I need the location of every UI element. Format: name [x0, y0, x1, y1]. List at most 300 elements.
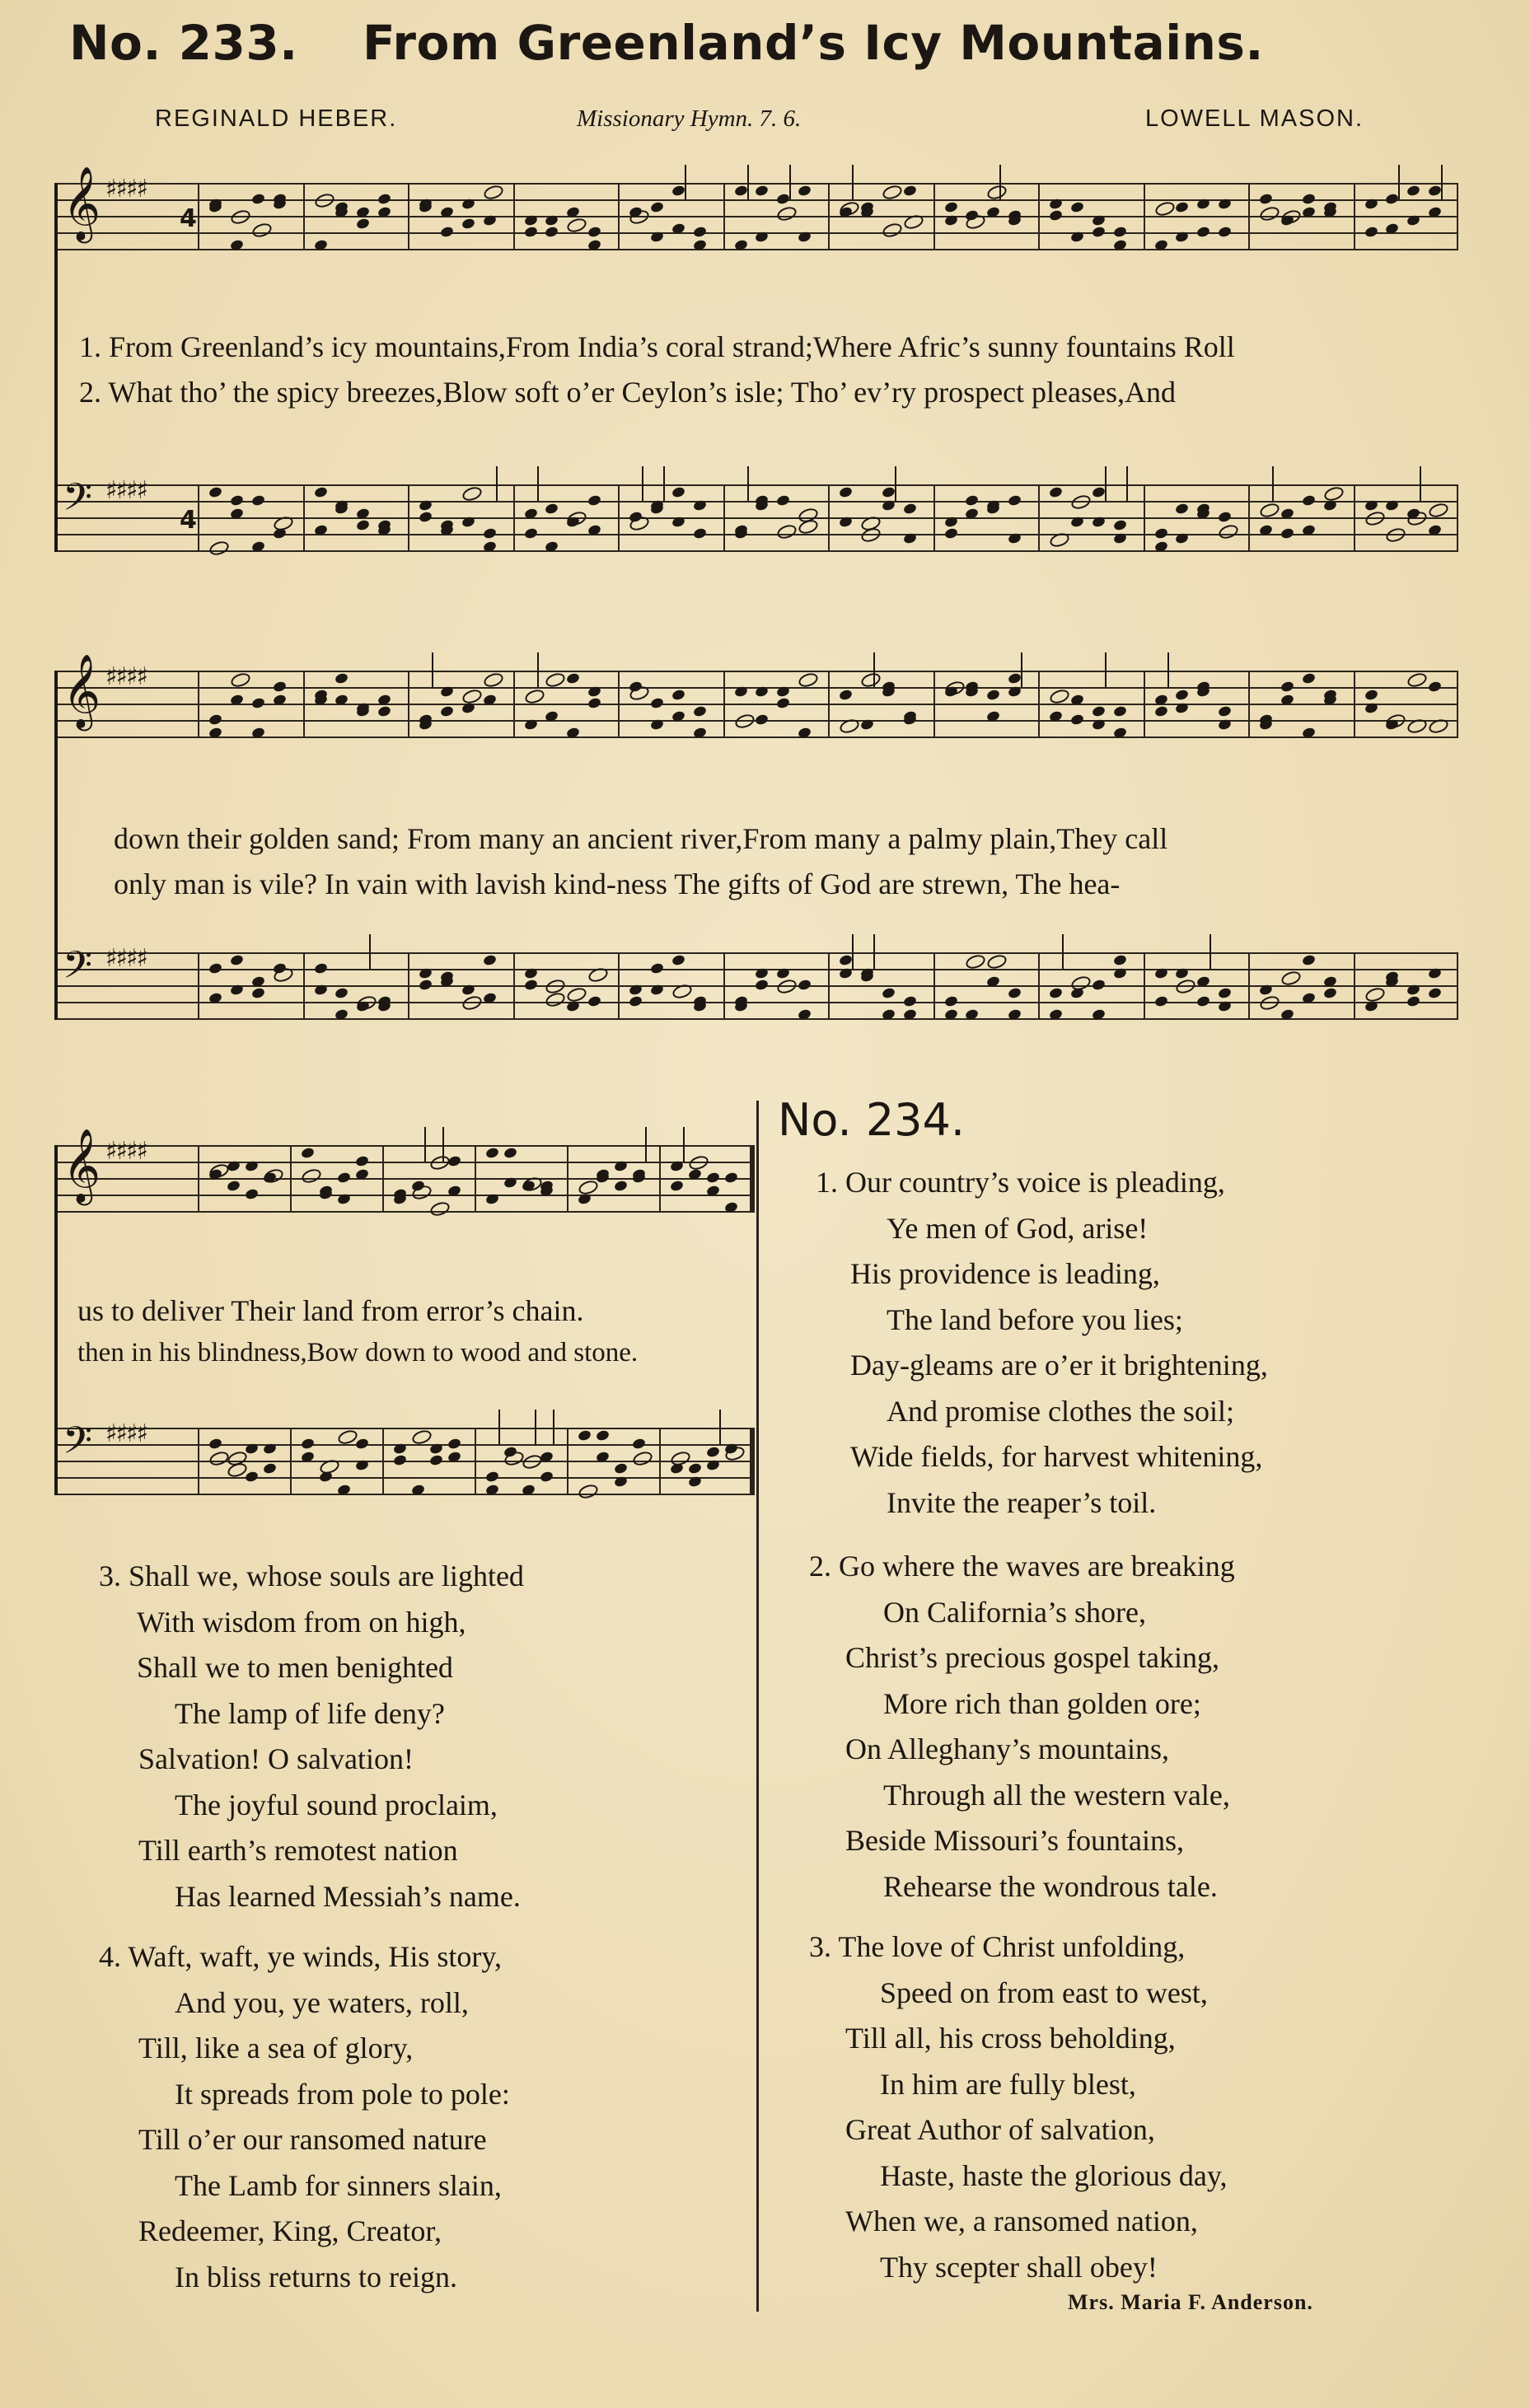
note-head [439, 226, 454, 238]
note-stem [1441, 165, 1443, 199]
note-head [335, 987, 349, 999]
bar-line [659, 1145, 661, 1213]
note-head [1069, 713, 1084, 726]
note-stem [789, 165, 791, 199]
bar-line [750, 1428, 755, 1495]
verse-line: Shall we to men benighted [137, 1651, 453, 1684]
hymn-234-number: No. 234. [778, 1094, 966, 1146]
note-head [881, 486, 896, 498]
note-head [614, 1462, 629, 1475]
note-head [631, 1449, 654, 1467]
note-head [1153, 995, 1168, 1008]
bar-line [198, 1428, 199, 1495]
bass-clef-icon: 𝄢 [63, 943, 93, 997]
staff-line [58, 1494, 751, 1495]
note-head [629, 995, 643, 1008]
treble-staff [58, 654, 1458, 736]
bar-line [567, 1428, 568, 1495]
note-head [776, 697, 791, 709]
note-head [671, 185, 685, 197]
verse-line: Salvation! O salvation! [138, 1742, 414, 1775]
treble-staff [58, 1129, 751, 1211]
verse-line: And you, ye waters, roll, [175, 1985, 469, 2019]
key-signature-icon: ♯♯♯♯ [105, 1137, 147, 1166]
note-head [706, 1446, 721, 1458]
bar-line [290, 1145, 292, 1213]
system3-lyric-line1: us to deliver Their land from error’s chain. [77, 1294, 584, 1327]
note-stem [496, 466, 498, 501]
note-head [1175, 689, 1190, 701]
note-head [245, 1471, 260, 1483]
bar-line [723, 952, 725, 1020]
note-head [301, 1438, 316, 1450]
bar-line [1354, 952, 1355, 1020]
bar-line [408, 952, 409, 1020]
note-stem [873, 934, 875, 969]
bar-line [828, 484, 830, 552]
note-head [1175, 503, 1190, 515]
bar-line [198, 484, 199, 552]
bar-line [303, 183, 305, 250]
note-head [902, 995, 917, 1008]
note-head [461, 217, 475, 230]
note-head [1175, 201, 1190, 213]
note-head [300, 1167, 323, 1185]
note-stem [999, 165, 1001, 199]
note-head [1112, 226, 1127, 238]
verse-line: In him are fully blest, [880, 2067, 1136, 2101]
note-head [208, 1438, 223, 1450]
note-head [482, 954, 497, 966]
bar-line [1354, 671, 1355, 738]
bar-line [1248, 671, 1250, 738]
note-head [313, 486, 328, 498]
system1-lyric-line2: 2. What tho’ the spicy breezes,Blow soft o’er Ceylon’s isle; Tho’ ev’ry prospect pleases,And [79, 376, 1176, 409]
verse-line: And promise clothes the soil; [887, 1394, 1234, 1428]
note-head [1049, 209, 1064, 222]
note-head [1196, 226, 1211, 238]
note-head [263, 1462, 278, 1475]
bar-line [828, 671, 830, 738]
bar-line [933, 484, 935, 552]
hymn234-author: Mrs. Maria F. Anderson. [1068, 2290, 1313, 2314]
verse-line: Beside Missouri’s fountains, [845, 1824, 1184, 1857]
note-head [755, 713, 770, 726]
note-head [250, 193, 265, 205]
note-stem [537, 652, 539, 687]
note-head [692, 527, 707, 540]
verse-line: Ye men of God, arise! [887, 1211, 1149, 1245]
note-head [671, 689, 685, 701]
note-head [692, 705, 707, 718]
note-head [250, 221, 274, 239]
bar-line [933, 183, 935, 250]
hymn234-verse2 [809, 1544, 1235, 1910]
note-head [1406, 995, 1421, 1008]
verse-line: On California’s shore, [883, 1595, 1146, 1629]
note-head [902, 185, 917, 197]
verse-line: Invite the reaper’s toil. [887, 1485, 1157, 1519]
treble-clef-icon: 𝄞 [63, 1129, 101, 1203]
note-head [1218, 226, 1233, 238]
note-head [587, 995, 602, 1008]
note-head [429, 1454, 444, 1466]
note-stem [747, 165, 749, 199]
verse-line: Till o’er our ransomed nature [138, 2123, 487, 2156]
note-head [775, 977, 798, 995]
verse-line: When we, a ransomed nation, [845, 2205, 1198, 2237]
note-head [688, 1462, 703, 1475]
note-head [1196, 995, 1211, 1008]
note-head [1364, 689, 1378, 701]
composer-credit: LOWELL MASON. [1145, 105, 1364, 132]
system2-lyric-line1: down their golden sand; From many an ancient river,From many a palmy plain,They call [114, 822, 1168, 855]
note-head [1008, 987, 1022, 999]
note-head [313, 191, 336, 209]
note-head [1218, 511, 1233, 523]
verse-line: The joyful sound proclaim, [175, 1788, 498, 1821]
verse-line: Redeemer, King, Creator, [138, 2214, 442, 2247]
note-head [545, 990, 568, 1008]
note-head [1153, 705, 1168, 718]
bar-line [1457, 484, 1458, 552]
note-head [724, 1171, 739, 1184]
bar-line [1144, 671, 1145, 738]
verse-line: Till, like a sea of glory, [138, 2032, 414, 2064]
verse-line: On Alleghany’s mountains, [845, 1732, 1169, 1765]
bar-line [1248, 183, 1250, 250]
bass-clef-icon: 𝄢 [63, 475, 93, 529]
note-head [1069, 201, 1084, 213]
note-head [419, 511, 433, 523]
note-head [356, 217, 371, 230]
bar-line [198, 671, 199, 738]
note-stem [537, 466, 539, 501]
note-head [1280, 680, 1294, 693]
note-head [393, 1454, 408, 1466]
bar-line [1144, 183, 1145, 250]
note-head [1301, 494, 1316, 507]
note-head [692, 226, 707, 238]
time-signature: 4 [180, 204, 195, 233]
bar-line [475, 1428, 476, 1495]
note-stem [432, 652, 433, 687]
note-head [250, 987, 265, 999]
note-head [671, 486, 685, 498]
verse-line: Till earth’s remotest nation [138, 1834, 458, 1867]
note-head [902, 503, 917, 515]
note-stem [1105, 652, 1107, 687]
note-head [1091, 486, 1106, 498]
key-signature-icon: ♯♯♯♯ [105, 662, 147, 691]
note-head [523, 527, 538, 540]
bar-line [408, 183, 409, 250]
note-head [356, 519, 371, 531]
note-head [545, 503, 559, 515]
note-head [503, 1147, 518, 1159]
bar-line [1457, 671, 1458, 738]
verse-line: In bliss returns to reign. [175, 2260, 457, 2293]
note-head [596, 1429, 611, 1442]
bass-clef-icon: 𝄢 [63, 1419, 93, 1472]
bar-line [1354, 183, 1355, 250]
note-head [485, 1471, 500, 1483]
bar-line [1038, 952, 1040, 1020]
note-head [881, 221, 904, 239]
bass-staff [58, 943, 1458, 1018]
note-stem [369, 934, 371, 969]
note-stem [663, 466, 665, 501]
note-head [377, 193, 392, 205]
treble-staff [58, 166, 1458, 249]
note-head [1258, 994, 1281, 1012]
verse-line: The land before you lies; [887, 1302, 1183, 1336]
note-stem [685, 165, 686, 199]
hymn234-verse3 [809, 1924, 1228, 2290]
verse-line: Christ’s precious gospel taking, [845, 1641, 1219, 1674]
note-head [587, 494, 602, 507]
verse-line: The Lamb for sinners slain, [175, 2168, 502, 2202]
system1-lyric-line1: 1. From Greenland’s icy mountains,From India’s coral strand;Where Afric’s sunny fountains Roll [79, 330, 1235, 363]
staff-line [58, 1477, 751, 1479]
note-head [649, 962, 664, 975]
note-head [632, 1438, 647, 1450]
bar-line [723, 671, 725, 738]
note-head [566, 672, 581, 685]
bar-line [659, 1428, 661, 1495]
staff-line [58, 1162, 751, 1163]
note-head [1112, 519, 1127, 531]
note-stem [719, 1410, 721, 1444]
note-head [755, 979, 770, 991]
hymn234-verse1 [816, 1160, 1268, 1526]
note-stem [852, 934, 854, 969]
note-head [419, 979, 433, 991]
note-head [775, 522, 798, 540]
key-signature-icon: ♯♯♯♯ [105, 1419, 147, 1448]
bar-line [1248, 952, 1250, 1020]
note-stem [873, 652, 875, 687]
hymn-title: From Greenland’s Icy Mountains. [363, 15, 1264, 71]
note-stem [498, 1410, 500, 1444]
note-head [649, 201, 664, 213]
bar-line [828, 952, 830, 1020]
note-head [523, 226, 538, 238]
bar-line [828, 183, 830, 250]
note-head [1364, 509, 1387, 527]
note-head [1428, 185, 1443, 197]
note-head [1175, 977, 1198, 995]
note-head [208, 486, 223, 498]
note-head [965, 494, 980, 507]
note-head [614, 1180, 629, 1192]
note-head [1258, 204, 1281, 222]
system3-lyric-line2: then in his blindness,Bow down to wood and stone. [77, 1338, 639, 1368]
bar-line [1457, 952, 1458, 1020]
verse-line: More rich than golden ore; [883, 1686, 1201, 1720]
note-head [1322, 987, 1337, 999]
note-stem [683, 1127, 685, 1162]
key-signature-icon: ♯♯♯♯ [105, 476, 147, 505]
verse-line: Speed on from east to west, [880, 1975, 1208, 2009]
bar-line [382, 1145, 384, 1213]
note-head [1049, 987, 1064, 999]
staff-line [58, 1211, 751, 1213]
verse-line: 3. Shall we, whose souls are lighted [99, 1559, 524, 1592]
note-head [1218, 987, 1233, 999]
note-stem [852, 165, 854, 199]
note-head [755, 185, 770, 197]
note-stem [442, 1127, 444, 1162]
bar-line [198, 183, 199, 250]
note-head [1280, 527, 1294, 540]
bar-line [933, 671, 935, 738]
bar-line [1144, 484, 1145, 552]
note-head [798, 185, 812, 197]
note-stem [424, 1127, 426, 1162]
bar-line [475, 1145, 476, 1213]
note-head [439, 705, 454, 718]
note-head [578, 1429, 592, 1442]
note-head [1385, 193, 1400, 205]
note-head [733, 185, 748, 197]
note-head [262, 1167, 285, 1185]
note-head [227, 1180, 241, 1192]
note-stem [1209, 934, 1211, 969]
bar-line [303, 952, 305, 1020]
note-head [1301, 672, 1316, 685]
note-head [229, 494, 244, 507]
bar-line [513, 671, 515, 738]
note-head [1008, 672, 1022, 685]
bar-line [723, 484, 725, 552]
note-stem [1272, 466, 1274, 501]
bar-line [618, 952, 620, 1020]
note-head [523, 979, 538, 991]
bar-line [1248, 484, 1250, 552]
note-stem [895, 466, 896, 501]
note-head [313, 962, 328, 975]
note-head [208, 713, 223, 726]
bar-line [513, 952, 515, 1020]
note-head [377, 705, 392, 718]
lyricist-credit: REGINALD HEBER. [155, 105, 398, 132]
note-head [986, 689, 1001, 701]
verse-line: Day-gleams are o’er it brightening, [850, 1349, 1268, 1382]
bar-line [408, 671, 409, 738]
verse-line: With wisdom from on high, [137, 1605, 466, 1639]
note-head [670, 1180, 685, 1192]
verse-line: Haste, haste the glorious day, [880, 2158, 1228, 2192]
note-stem [1062, 934, 1064, 969]
bar-line [750, 1145, 755, 1213]
bar-line [408, 484, 409, 552]
hymn-number: No. 233. [69, 15, 298, 71]
note-head [447, 1155, 462, 1167]
note-head [587, 226, 602, 238]
bar-line [723, 183, 725, 250]
key-signature-icon: ♯♯♯♯ [105, 944, 147, 973]
verse-line: The lamp of life deny? [175, 1696, 445, 1730]
note-head [447, 1438, 462, 1450]
verse-line: Till all, his cross beholding, [845, 2022, 1176, 2055]
column-divider [756, 1101, 759, 2312]
note-head [733, 712, 756, 730]
note-head [208, 962, 223, 975]
verse-line: Great Author of salvation, [845, 2113, 1155, 2146]
note-head [839, 954, 854, 966]
note-head [355, 1155, 370, 1167]
note-head [839, 486, 854, 498]
bar-line [513, 183, 515, 250]
note-head [335, 672, 349, 685]
bar-line [933, 952, 935, 1020]
note-stem [1021, 652, 1022, 687]
bar-line [1354, 484, 1355, 552]
note-head [706, 1171, 721, 1184]
bar-line [567, 1145, 568, 1213]
note-head [776, 193, 791, 205]
note-stem [535, 1410, 536, 1444]
note-head [1428, 987, 1443, 999]
note-stem [1167, 652, 1169, 687]
verse-line: It spreads from pole to pole: [175, 2077, 510, 2111]
note-head [1364, 226, 1378, 238]
staff-line [58, 1145, 751, 1147]
note-head [943, 995, 958, 1008]
note-stem [1420, 466, 1421, 501]
bar-line [1038, 484, 1040, 552]
bar-line [1457, 183, 1458, 250]
note-head [943, 527, 958, 540]
note-head [272, 680, 287, 693]
note-stem [642, 466, 643, 501]
bar-line [198, 952, 199, 1020]
bar-line [1038, 671, 1040, 738]
note-head [1218, 705, 1233, 718]
note-head [1428, 680, 1443, 693]
bar-line [513, 484, 515, 552]
note-stem [747, 466, 749, 501]
bar-line [290, 1428, 292, 1495]
verse-line: 1. Our country’s voice is pleading, [816, 1166, 1225, 1199]
note-stem [1126, 466, 1128, 501]
note-head [250, 697, 265, 709]
hymn233-verse3 [99, 1554, 524, 1919]
note-head [943, 201, 958, 213]
note-head [1112, 705, 1127, 718]
note-head [587, 697, 602, 709]
note-head [545, 226, 559, 238]
note-stem [645, 1127, 647, 1162]
note-head [1153, 527, 1168, 540]
system2-lyric-line2: only man is vile? In vain with lavish kind-ness The gifts of God are strewn, The hea- [114, 867, 1121, 900]
bar-line [198, 1145, 199, 1213]
verse-line: Rehearse the wondrous tale. [883, 1869, 1218, 1903]
note-head [1385, 526, 1408, 544]
verse-line: Wide fields, for harvest whitening, [850, 1440, 1263, 1473]
note-head [1301, 193, 1316, 205]
note-head [461, 994, 484, 1012]
note-head [1008, 494, 1022, 507]
bar-line [303, 671, 305, 738]
note-head [337, 1171, 352, 1184]
note-head [649, 697, 664, 709]
note-head [1301, 954, 1316, 966]
note-head [776, 494, 791, 507]
note-head [671, 954, 685, 966]
note-head [355, 1438, 370, 1450]
